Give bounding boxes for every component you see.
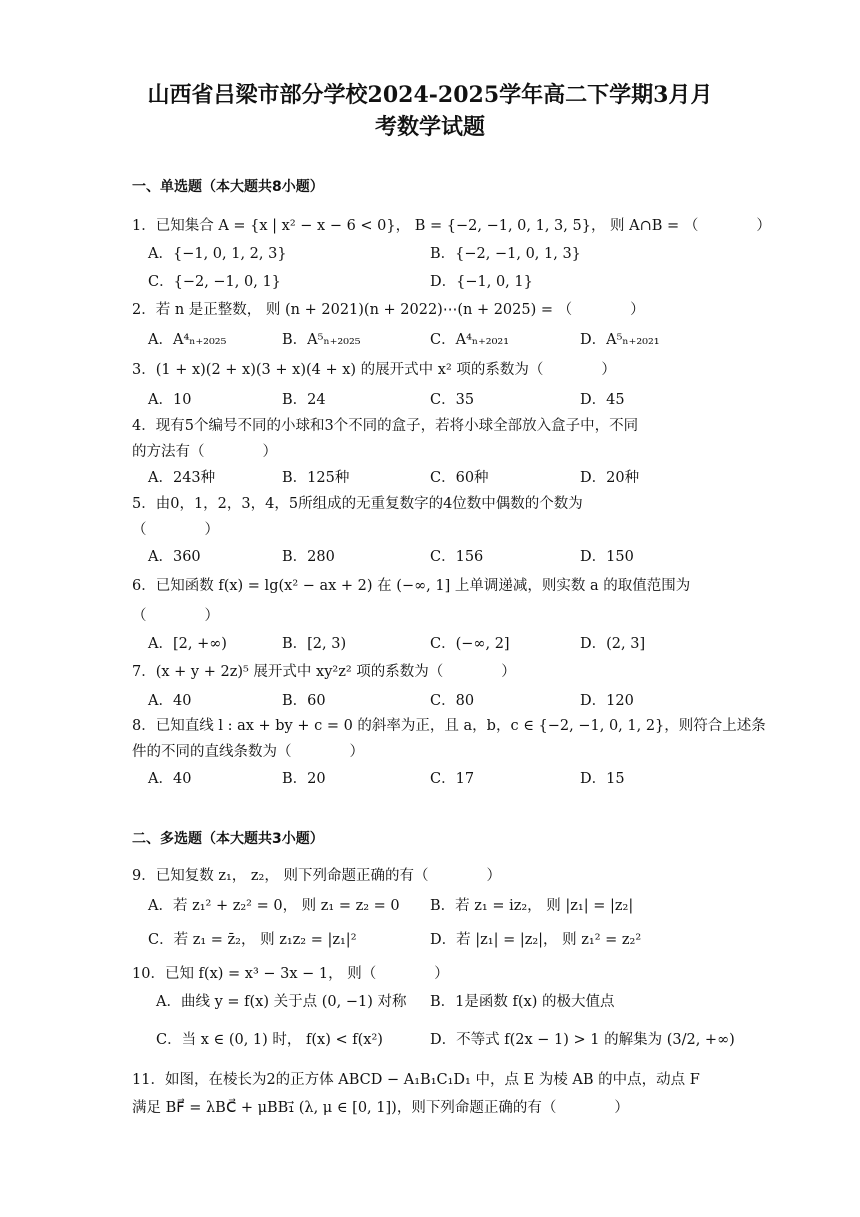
q8-option-a: A．40: [148, 771, 192, 787]
question-3-stem: 3．(1 + x)(2 + x)(3 + x)(4 + x) 的展开式中 x² 项的系数为（ ）: [132, 362, 616, 378]
q4-option-c: C．60种: [430, 470, 489, 486]
q1-option-c: C．{−2, −1, 0, 1}: [148, 274, 281, 290]
q4-option-d: D．20种: [580, 470, 640, 486]
section-heading-single-choice: 一、单选题（本大题共8小题）: [132, 179, 324, 195]
q7-option-b: B．60: [282, 693, 326, 709]
q9-option-a: A．若 z₁² + z₂² = 0， 则 z₁ = z₂ = 0: [148, 898, 400, 914]
question-2-stem: 2．若 n 是正整数， 则 (n + 2021)(n + 2022)⋯(n + 2025) = （ ）: [132, 302, 645, 318]
q4-option-a: A．243种: [148, 470, 216, 486]
q2-option-b: B．A⁵ₙ₊₂₀₂₅: [282, 332, 361, 348]
q5-option-d: D．150: [580, 549, 634, 565]
question-11-stem: 11．如图，在棱长为2的正方体 ABCD − A₁B₁C₁D₁ 中，点 E 为棱 AB 的中点，动点 F: [132, 1072, 700, 1088]
question-11-stem-continued: 满足 BF⃗ = λBC⃗ + μBB₁⃗ (λ, μ ∈ [0, 1])，则下列命题正确的有（ ）: [132, 1100, 629, 1116]
question-1-stem: 1．已知集合 A = {x | x² − x − 6 < 0}， B = {−2, −1, 0, 1, 3, 5}， 则 A∩B = （ ）: [132, 218, 771, 234]
page-title-line2: 考数学试题: [374, 114, 485, 140]
q6-option-c: C．(−∞, 2]: [430, 636, 510, 652]
q10-option-b: B．1是函数 f(x) 的极大值点: [430, 994, 615, 1010]
q1-option-d: D．{−1, 0, 1}: [430, 274, 533, 290]
q2-option-c: C．A⁴ₙ₊₂₀₂₁: [430, 332, 510, 348]
question-4-stem: 4．现有5个编号不同的小球和3个不同的盒子，若将小球全部放入盒子中，不同: [132, 418, 639, 434]
q6-option-d: D．(2, 3]: [580, 636, 646, 652]
question-5-stem-continued: （ ）: [132, 522, 219, 538]
q7-option-a: A．40: [148, 693, 192, 709]
question-4-stem-continued: 的方法有（ ）: [132, 444, 277, 460]
question-5-stem: 5．由0，1，2，3，4，5所组成的无重复数字的4位数中偶数的个数为: [132, 496, 583, 512]
question-9-stem: 9．已知复数 z₁， z₂， 则下列命题正确的有（ ）: [132, 868, 501, 884]
q3-option-c: C．35: [430, 392, 475, 408]
question-6-stem: 6．已知函数 f(x) = lg(x² − ax + 2) 在 (−∞, 1] 上单调递减，则实数 a 的取值范围为: [132, 578, 691, 594]
question-8-stem: 8．已知直线 l : ax + by + c = 0 的斜率为正，且 a，b，c ∈ {−2, −1, 0, 1, 2}，则符合上述条: [132, 718, 766, 734]
question-8-stem-continued: 件的不同的直线条数为（ ）: [132, 744, 364, 760]
question-7-stem: 7．(x + y + 2z)⁵ 展开式中 xy²z² 项的系数为（ ）: [132, 664, 516, 680]
section-heading-multiple-choice: 二、多选题（本大题共3小题）: [132, 831, 324, 847]
q8-option-b: B．20: [282, 771, 326, 787]
q6-option-b: B．[2, 3): [282, 636, 347, 652]
q7-option-c: C．80: [430, 693, 475, 709]
q4-option-b: B．125种: [282, 470, 350, 486]
q3-option-b: B．24: [282, 392, 326, 408]
q3-option-a: A．10: [148, 392, 192, 408]
q1-option-a: A．{−1, 0, 1, 2, 3}: [148, 246, 287, 262]
q9-option-c: C．若 z₁ = z̄₂， 则 z₁z₂ = |z₁|²: [148, 932, 357, 948]
q5-option-b: B．280: [282, 549, 335, 565]
question-10-stem: 10．已知 f(x) = x³ − 3x − 1， 则（ ）: [132, 966, 449, 982]
q5-option-c: C．156: [430, 549, 484, 565]
q6-option-a: A．[2, +∞): [148, 636, 227, 652]
q7-option-d: D．120: [580, 693, 634, 709]
q9-option-d: D．若 |z₁| = |z₂|， 则 z₁² = z₂²: [430, 932, 642, 948]
q10-option-c: C．当 x ∈ (0, 1) 时， f(x) < f(x²): [156, 1032, 383, 1048]
page-title-line1: 山西省吕梁市部分学校2024-2025学年高二下学期3月月: [147, 82, 713, 108]
q5-option-a: A．360: [148, 549, 201, 565]
question-6-stem-continued: （ ）: [132, 608, 219, 624]
q3-option-d: D．45: [580, 392, 625, 408]
q8-option-c: C．17: [430, 771, 475, 787]
q8-option-d: D．15: [580, 771, 625, 787]
q10-option-a: A．曲线 y = f(x) 关于点 (0, −1) 对称: [156, 994, 407, 1010]
q1-option-b: B．{−2, −1, 0, 1, 3}: [430, 246, 581, 262]
q2-option-d: D．A⁵ₙ₊₂₀₂₁: [580, 332, 660, 348]
q9-option-b: B．若 z₁ = iz₂， 则 |z₁| = |z₂|: [430, 898, 634, 914]
q10-option-d: D．不等式 f(2x − 1) > 1 的解集为 (3/2, +∞): [430, 1032, 735, 1048]
q2-option-a: A．A⁴ₙ₊₂₀₂₅: [148, 332, 227, 348]
